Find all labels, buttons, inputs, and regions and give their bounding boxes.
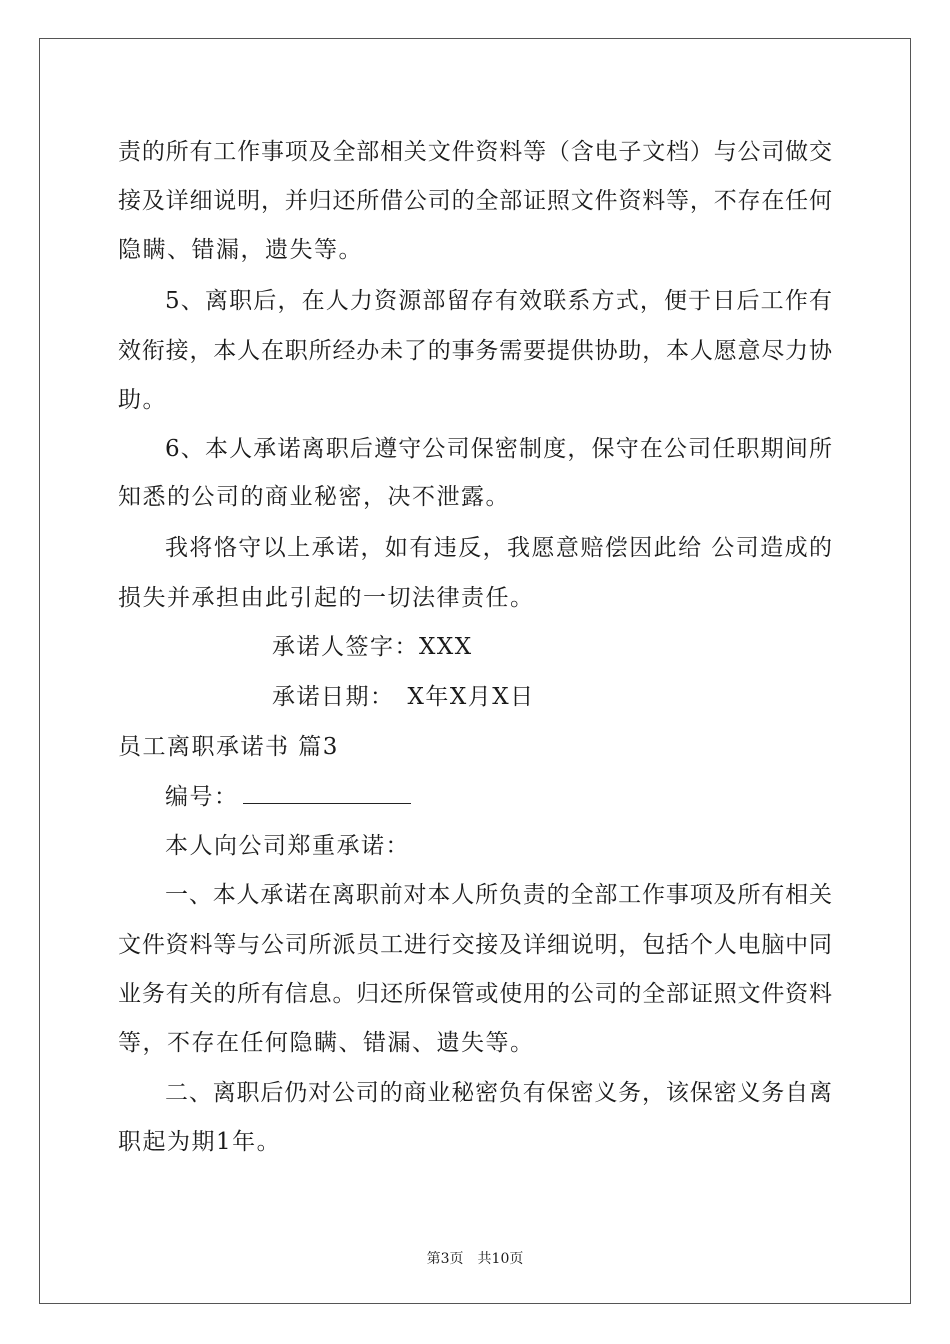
paragraph-line: 知悉的公司的商业秘密，决不泄露。 [118,484,510,510]
paragraph-line: 文件资料等与公司所派员工进行交接及详细说明，包括个人电脑中同 [118,932,832,958]
page-border [39,38,911,1304]
number-field [165,781,411,812]
paragraph-line: 责的所有工作事项及全部相关文件资料等（含电子文档）与公司做交 [118,139,832,165]
number-label: 编号： [165,784,239,810]
section-heading: 员工离职承诺书 篇3 [118,734,339,760]
paragraph-line: 接及详细说明，并归还所借公司的全部证照文件资料等，不存在任何 [118,188,832,214]
paragraph-line: 损失并承担由此引起的一切法律责任。 [118,585,535,611]
paragraph-line: 本人向公司郑重承诺： [165,833,410,859]
page-number-footer: 第3页 共10页 [426,1251,524,1267]
signature-date: 承诺日期： X年X月X日 [272,684,535,710]
paragraph-line: 6、本人承诺离职后遵守公司保密制度，保守在公司任职期间所 [165,436,832,462]
paragraph-line: 业务有关的所有信息。归还所保管或使用的公司的全部证照文件资料 [118,981,832,1007]
paragraph-line: 职起为期1年。 [118,1129,282,1155]
paragraph-line: 二、离职后仍对公司的商业秘密负有保密义务，该保密义务自离 [165,1080,832,1106]
signature-name: 承诺人签字：XXX [272,634,473,660]
number-blank [243,781,411,804]
paragraph-line: 我将恪守以上承诺，如有违反，我愿意赔偿因此给 公司造成的 [165,535,832,561]
paragraph-line: 助。 [118,387,167,413]
paragraph-line: 效衔接，本人在职所经办未了的事务需要提供协助，本人愿意尽力协 [118,338,832,364]
paragraph-line: 5、离职后，在人力资源部留存有效联系方式，便于日后工作有 [165,288,832,314]
paragraph-line: 隐瞒、错漏，遗失等。 [118,237,363,263]
paragraph-line: 一、本人承诺在离职前对本人所负责的全部工作事项及所有相关 [165,882,832,908]
paragraph-line: 等，不存在任何隐瞒、错漏、遗失等。 [118,1030,535,1056]
